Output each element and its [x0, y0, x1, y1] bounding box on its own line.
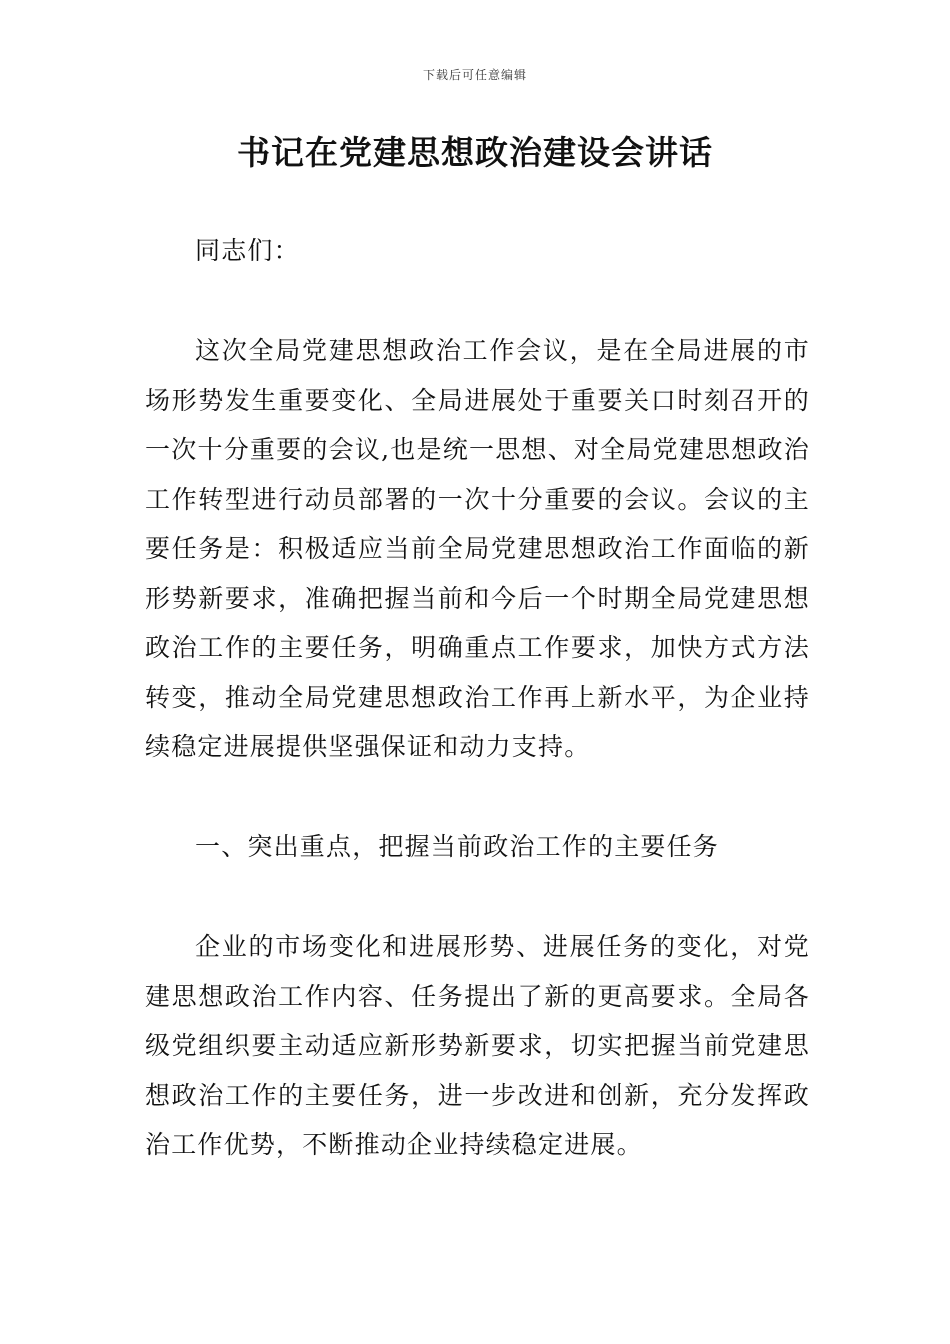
document-title: 书记在党建思想政治建设会讲话: [237, 133, 713, 172]
salutation: 同志们：: [195, 236, 300, 265]
paragraph-intro: 这次全局党建思想政治工作会议，是在全局进展的市场形势发生重要变化、全局进展处于重要关口时刻召开的一次十分重要的会议,也是统一思想、对全局党建思想政治工作转型进行动员部署的一次十分重要的会议。会议的主要任务是：积极适应当前全局党建思想政治工作面临的新形势新要求，准确把握当前和今后一个时期全局党建思想政治工作的主要任务，明确重点工作要求，加快方式方法转变，推动全局党建思想政治工作再上新水平，为企业持续稳定进展提供坚强保证和动力支持。: [145, 336, 810, 761]
section-heading-1: 一、突出重点，把握当前政治工作的主要任务: [195, 832, 720, 861]
paragraph-section-1: 企业的市场变化和进展形势、进展任务的变化，对党建思想政治工作内容、任务提出了新的更高要求。全局各级党组织要主动适应新形势新要求，切实把握当前党建思想政治工作的主要任务，进一步改进和创新，充分发挥政治工作优势，不断推动企业持续稳定进展。: [145, 932, 810, 1159]
header-note: 下载后可任意编辑: [422, 68, 527, 82]
